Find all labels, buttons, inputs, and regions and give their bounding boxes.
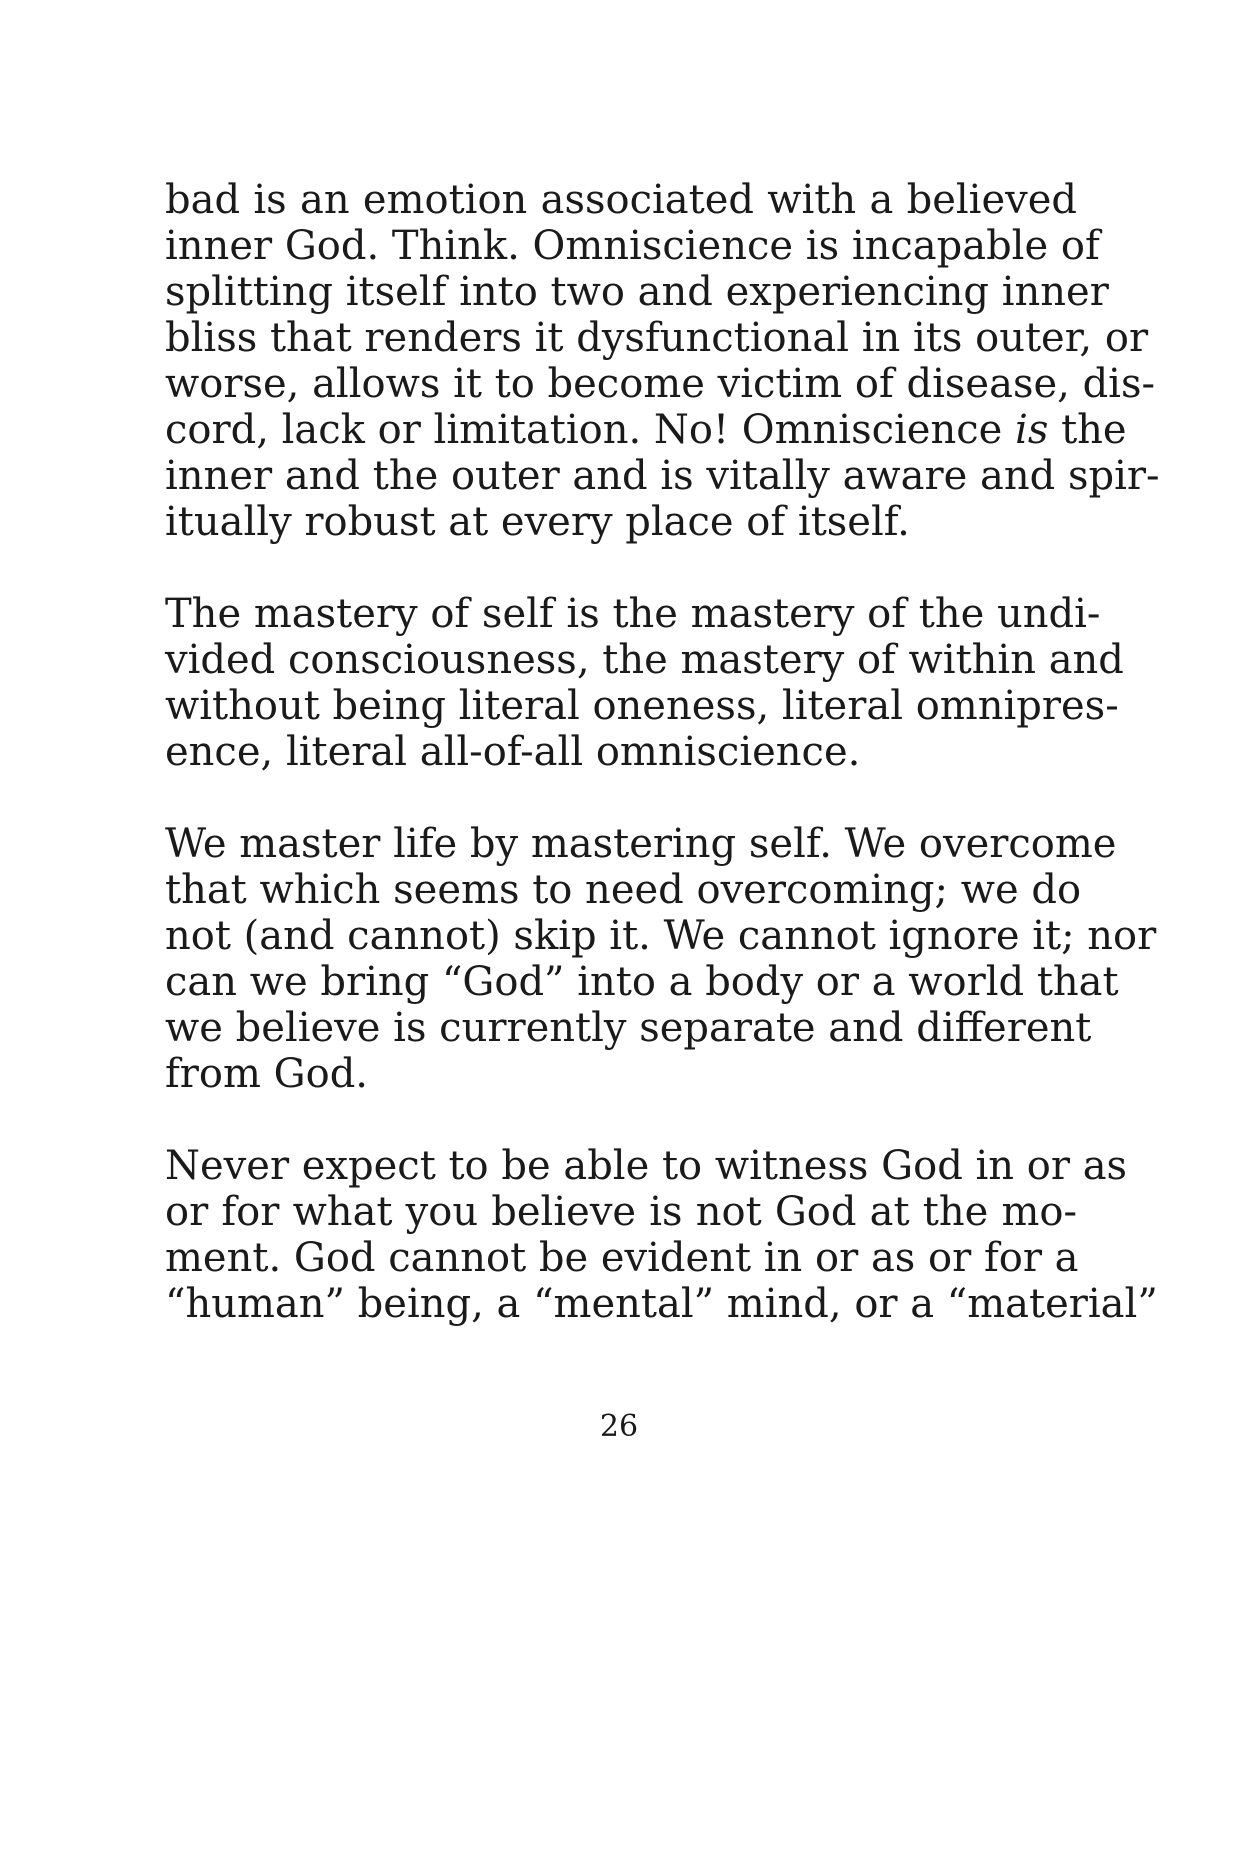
text-line: without being literal oneness, literal omnipres- bbox=[165, 683, 1119, 729]
text-line: ence, literal all-of-all omniscience. bbox=[165, 729, 861, 775]
text-line: inner God. Think. Omniscience is incapable of bbox=[165, 223, 1100, 269]
text-line: The mastery of self is the mastery of the undi- bbox=[165, 591, 1101, 637]
text-line: can we bring “God” into a body or a world that bbox=[165, 959, 1119, 1005]
text-line: ment. God cannot be evident in or as or for a bbox=[165, 1235, 1079, 1281]
text-segment: cord, lack or limitation. No! Omniscience bbox=[165, 407, 1016, 453]
text-line: splitting itself into two and experiencing inner bbox=[165, 269, 1109, 315]
text-line: bad is an emotion associated with a believed bbox=[165, 177, 1077, 223]
text-line: itually robust at every place of itself. bbox=[165, 499, 910, 545]
text-line: vided consciousness, the mastery of within and bbox=[165, 637, 1124, 683]
text-line: worse, allows it to become victim of disease, dis- bbox=[165, 361, 1156, 407]
text-line: “human” being, a “mental” mind, or a “material” bbox=[165, 1281, 1158, 1327]
text-line: Never expect to be able to witness God in or as bbox=[165, 1143, 1128, 1189]
text-line: We master life by mastering self. We overcome bbox=[165, 821, 1117, 867]
text-line: we believe is currently separate and different bbox=[165, 1005, 1092, 1051]
text-line: not (and cannot) skip it. We cannot ignore it; nor bbox=[165, 913, 1157, 959]
text-line: that which seems to need overcoming; we do bbox=[165, 867, 1082, 913]
text-line: or for what you believe is not God at the mo- bbox=[165, 1189, 1077, 1235]
text-line: from God. bbox=[165, 1051, 369, 1097]
page-number: 26 bbox=[599, 1409, 639, 1444]
emphasis-word: is bbox=[1015, 407, 1049, 453]
text-segment: the bbox=[1048, 407, 1127, 453]
text-line: bliss that renders it dysfunctional in its outer, or bbox=[165, 315, 1149, 361]
text-line: inner and the outer and is vitally aware and spir- bbox=[165, 453, 1160, 499]
